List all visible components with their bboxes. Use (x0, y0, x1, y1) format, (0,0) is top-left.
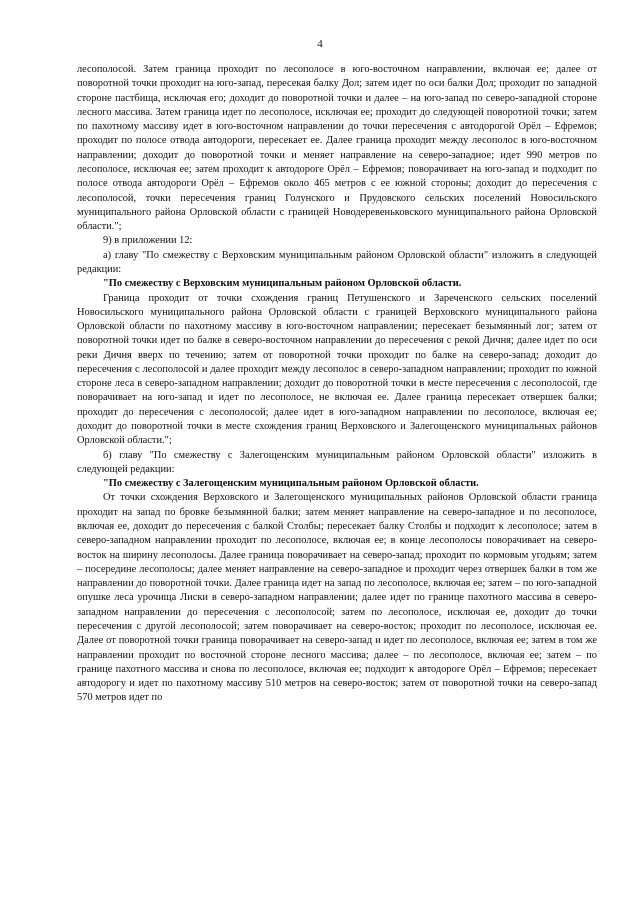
paragraph-continuation: лесополосой. Затем граница проходит по лесополосе в юго-восточном направлении, включая ее; далее от поворотной точки проходит на юго-запад, пересекая балку Дол; затем идет по оси балки Дол; проходит по западной стороне пастбища, исключая его; доходит до поворотной точки и далее – на юго-запад по северо-западной стороне лесного массива. Затем граница идет по лесополосе, исключая ее; проходит до следующей поворотной точки; затем по пахотному массиву идет в юго-восточном направлении до точки пересечения с автодорогой Орёл – Ефремов; проходит по полосе отвода автодороги, пересекает ее. Далее граница проходит между лесополос в юго-восточном направлении; доходит до поворотной точки и меняет направление на северо-западное; идет 990 метров по лесополосе, исключая ее; затем проходит к автодороге Орёл – Ефремов; поворачивает на юго-запад и подходит по полосе отвода автодороги Орёл – Ефремов около 465 метров с ее южной стороны; доходит до пересечения с лесополосой, точки пересечения границ Голунского и Прудовского сельских поселений Новосильского муниципального района Орловской области с границей Новодеревеньковского муниципального района Орловской области."; (77, 64, 597, 233)
paragraph-verkhovsky-boundary: Граница проходит от точки схождения границ Петушенского и Зареченского сельских поселений Новосильского муниципального района Орловской области с границей Верховского муниципального района Орловской области по пахотному массиву в юго-восточном направлении; пересекает безымянный лог; затем от поворотной точки идет по балке в северо-восточном направлении до пересечения с рекой Дичня; далее идет по оси реки Дичня вверх по течению; затем от поворотной точки проходит по балке на северо-запад; доходит до пересечения с лесополосой и далее проходит между лесополос в северо-западном направлении; проходит по южной стороне леса в северо-западном направлении; доходит до поворотной точки в месте пересечения с лесополосой, где поворачивает на юго-запад и идет по лесополосе, не включая ее. Далее граница пересекает отвершек балки; проходит до пересечения с лесополосой; далее идет в юго-западном направлении по лесополосе, включая ее; доходит до поворотной точки в месте схождения границ Верховского и Залегощенского муниципальных районов Орловской области."; (77, 292, 597, 447)
paragraph-item-b: б) главу "По смежеству с Залегощенским муниципальным районом Орловской области" изложить в следующей редакции: (77, 449, 597, 475)
paragraph-zalegoshchensky-boundary: От точки схождения Верховского и Залегощенского муниципальных районов Орловской области граница проходит на запад по бровке безымянной балки; затем меняет направление на северо-западное и по лесополосе, включая ее, доходит до пересечения с балкой Столбы; пересекает балку Столбы и подходит к лесополосе; затем в северо-западном направлении проходит по лесополосе, включая ее; в конце лесополосы поворачивает на северо-восток на ширину лесополосы. Далее граница поворачивает на северо-запад; проходит по кормовым угодьям; затем – посередине лесополосы; далее меняет направление на северо-западное и проходит через отвершек балки в том же направлении до поворотной точки. Далее граница идет на запад по лесополосе, включая ее; затем – по юго-западной опушке леса урочища Лиски в северо-западном направлении; далее идет по границе пахотного массива в северо-западном направлении до пересечения с лесополосой; затем по лесополосе, исключая ее, доходит до точки пересечения с другой лесополосой; затем поворачивает на северо-восток; проходит по лесополосе, исключая ее. Далее от поворотной точки граница поворачивает на северо-запад и идет по лесополосе, включая ее; затем в том же направлении проходит по восточной стороне лесного массива; далее – по лесополосе, включая ее; затем – по границе пахотного массива и снова по лесополосе, включая ее; подходит к автодороге Орёл – Ефремов; пересекает автодорогу и идет по пахотному массиву 510 метров на северо-восток; затем от поворотной точки на северо-запад 570 метров идет по (77, 492, 597, 704)
paragraph-item-a: а) главу "По смежеству с Верховским муниципальным районом Орловской области" изложить в следующей редакции: (77, 249, 597, 275)
section-heading-verkhovsky: "По смежеству с Верховским муниципальным районом Орловской области. (103, 278, 462, 290)
section-heading-zalegoshchensky: "По смежеству с Залегощенским муниципальным районом Орловской области. (103, 478, 479, 490)
paragraph-item-9: 9) в приложении 12: (103, 235, 193, 247)
page-number: 4 (317, 38, 323, 50)
document-body (77, 63, 597, 706)
